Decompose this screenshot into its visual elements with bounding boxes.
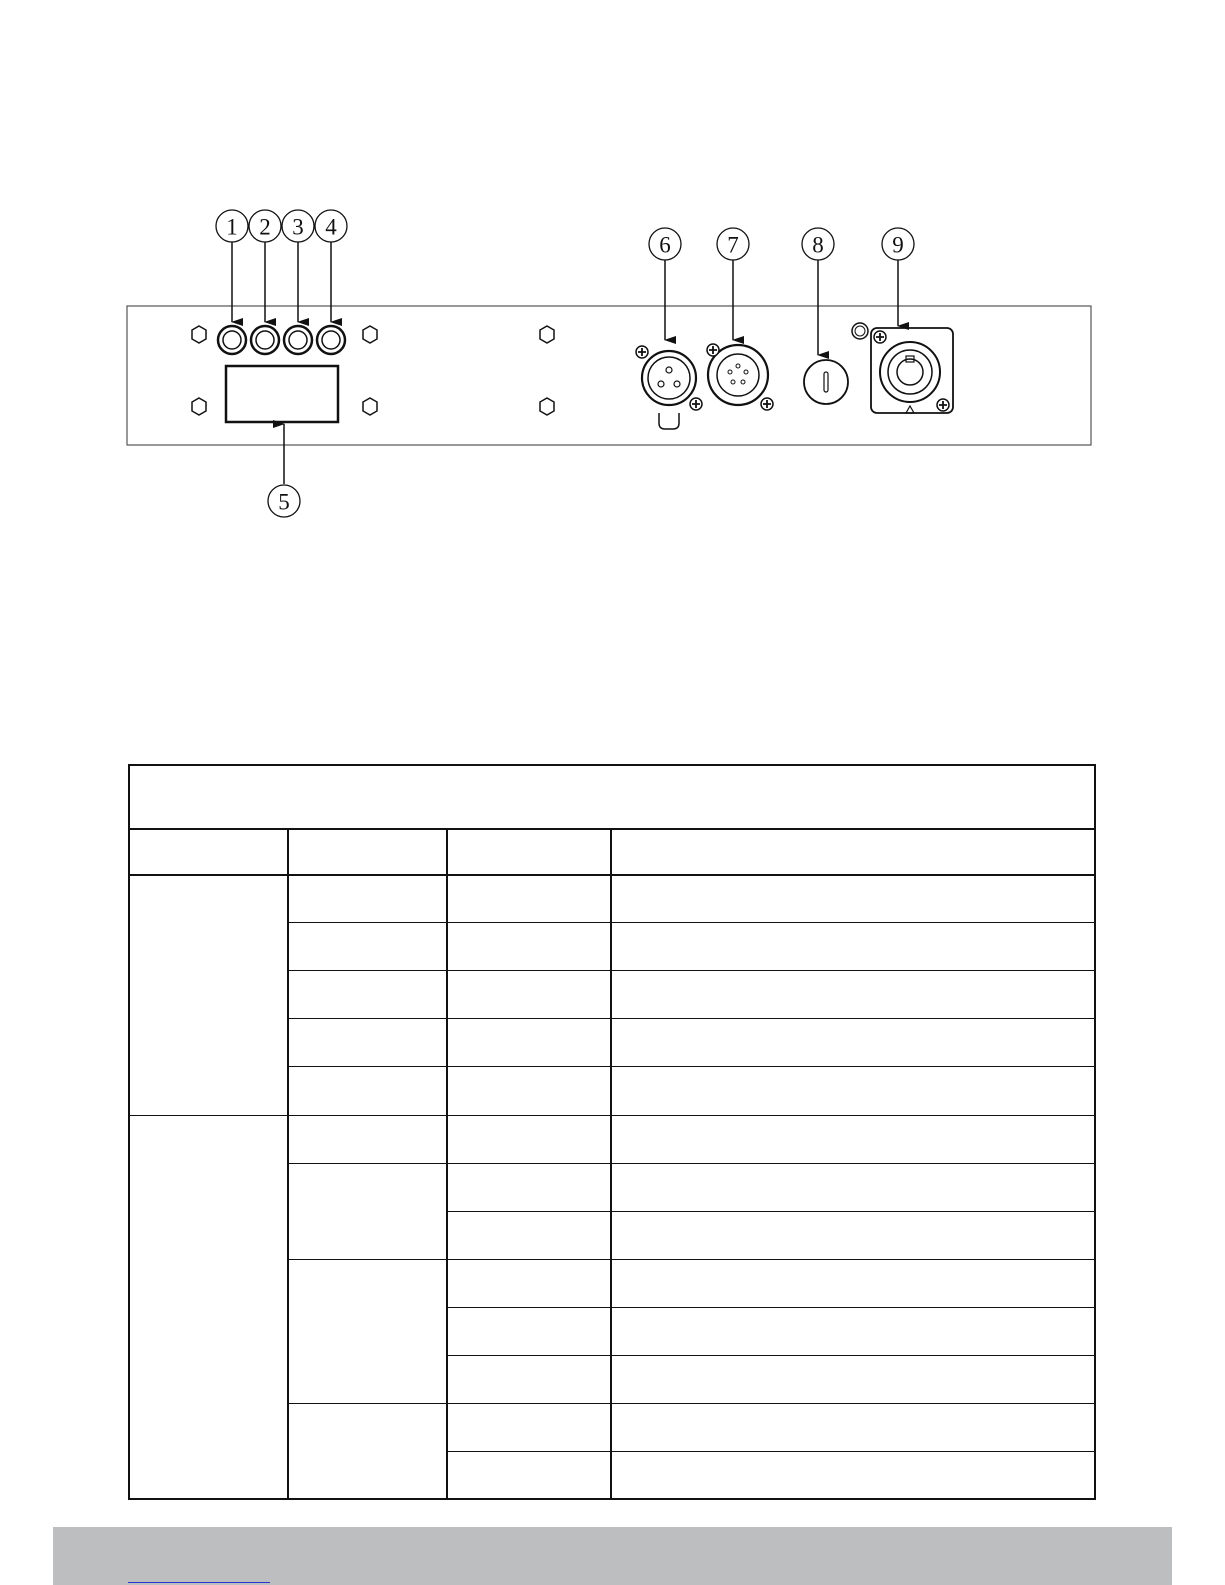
screw-icon <box>363 398 377 415</box>
row-divider <box>446 1211 1094 1212</box>
button-1-icon <box>218 326 246 354</box>
button-2-icon <box>251 326 279 354</box>
callout-number: 2 <box>259 214 271 240</box>
row-divider <box>287 922 1094 923</box>
button-3-icon <box>284 326 312 354</box>
row-divider <box>287 970 1094 971</box>
row-divider <box>287 1259 1094 1260</box>
screw-icon <box>192 326 206 343</box>
row-divider <box>446 1355 1094 1356</box>
header-divider <box>130 874 1094 876</box>
callout-number: 9 <box>892 232 904 258</box>
row-divider <box>446 1451 1094 1452</box>
row-divider <box>287 1066 1094 1067</box>
callout-number: 5 <box>278 489 290 515</box>
dmx-3pin-connector-icon <box>636 346 702 429</box>
section-divider <box>130 1115 1094 1116</box>
screw-icon <box>363 326 377 343</box>
dmx-5pin-connector-icon <box>707 344 773 410</box>
callout-number: 8 <box>812 232 824 258</box>
row-divider <box>287 1163 1094 1164</box>
title-divider <box>130 828 1094 830</box>
rear-panel-diagram <box>0 0 1225 560</box>
row-divider <box>287 1403 1094 1404</box>
callout-number: 1 <box>226 214 238 240</box>
button-4-icon <box>317 326 345 354</box>
display-window-icon <box>226 366 338 422</box>
row-divider <box>287 1018 1094 1019</box>
menu-table <box>128 764 1096 1500</box>
footer-link[interactable] <box>128 1568 270 1583</box>
screw-icon <box>192 398 206 415</box>
control-buttons <box>218 326 345 354</box>
power-connector-icon <box>871 328 953 413</box>
screw-icon <box>540 326 554 343</box>
callout-number: 4 <box>325 214 337 240</box>
callout-number: 6 <box>659 232 671 258</box>
row-divider <box>446 1307 1094 1308</box>
callout-number: 7 <box>727 232 739 258</box>
fuse-holder-icon <box>804 323 868 404</box>
callout-number: 3 <box>292 214 304 240</box>
callout-arrows <box>232 240 898 484</box>
screw-icon <box>540 398 554 415</box>
